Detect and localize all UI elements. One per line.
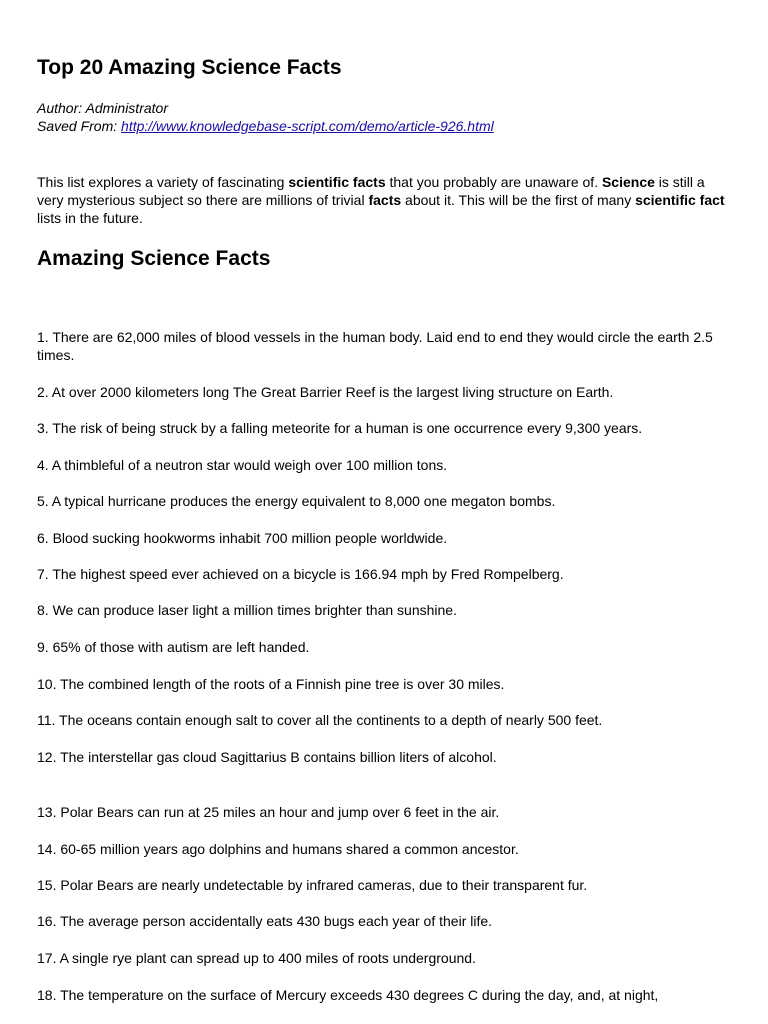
fact-item: 11. The oceans contain enough salt to cover all the continents to a depth of nearly 500 feet.	[37, 712, 603, 728]
section-heading: Amazing Science Facts	[37, 247, 271, 270]
fact-item: 13. Polar Bears can run at 25 miles an hour and jump over 6 feet in the air.	[37, 804, 500, 820]
fact-item: 5. A typical hurricane produces the energy equivalent to 8,000 one megaton bombs.	[37, 493, 556, 509]
fact-item: 16. The average person accidentally eats 430 bugs each year of their life.	[37, 913, 493, 929]
fact-item: 15. Polar Bears are nearly undetectable by infrared cameras, due to their transparent fur.	[37, 877, 588, 893]
fact-item: 3. The risk of being struck by a falling meteorite for a human is one occurrence every 9,300 years.	[37, 420, 643, 436]
fact-item: 17. A single rye plant can spread up to 400 miles of roots underground.	[37, 950, 476, 966]
fact-item: 10. The combined length of the roots of a Finnish pine tree is over 30 miles.	[37, 676, 505, 692]
fact-item: 9. 65% of those with autism are left handed.	[37, 639, 310, 655]
fact-item: 6. Blood sucking hookworms inhabit 700 million people worldwide.	[37, 530, 448, 546]
fact-item: 8. We can produce laser light a million times brighter than sunshine.	[37, 602, 457, 618]
intro-bold-1: scientific facts	[288, 174, 386, 190]
intro-bold-4: scientific fact	[635, 192, 725, 208]
fact-item: 7. The highest speed ever achieved on a bicycle is 166.94 mph by Fred Rompelberg.	[37, 566, 564, 582]
source-link[interactable]: http://www.knowledgebase-script.com/demo/article-926.html	[121, 118, 494, 134]
document-title: Top 20 Amazing Science Facts	[37, 56, 342, 79]
saved-from-line	[37, 117, 494, 135]
fact-item: 12. The interstellar gas cloud Sagittarius B contains billion liters of alcohol.	[37, 749, 497, 765]
fact-item: 18. The temperature on the surface of Mercury exceeds 430 degrees C during the day, and, at night,	[37, 987, 659, 1003]
fact-item: 2. At over 2000 kilometers long The Great Barrier Reef is the largest living structure on Earth.	[37, 384, 614, 400]
intro-text-1: This list explores a variety of fascinating	[37, 174, 289, 190]
intro-text-2: that you probably are unaware of.	[385, 174, 602, 190]
fact-item: 4. A thimbleful of a neutron star would weigh over 100 million tons.	[37, 457, 448, 473]
intro-bold-2: Science	[601, 174, 655, 190]
document-meta	[37, 99, 494, 135]
fact-item: 1. There are 62,000 miles of blood vessels in the human body. Laid end to end they would circle the earth 2.5 times.	[37, 329, 713, 363]
author-line: Author: Administrator	[37, 100, 168, 116]
intro-bold-3: facts	[368, 192, 402, 208]
intro-text-5: lists in the future.	[37, 210, 143, 226]
fact-item: 14. 60-65 million years ago dolphins and humans shared a common ancestor.	[37, 841, 519, 857]
intro-paragraph	[37, 173, 727, 227]
saved-from-label: Saved From:	[37, 118, 122, 134]
intro-text-3: is still a very mysterious subject so there are millions of trivial	[37, 174, 705, 208]
intro-text-4: about it. This will be the first of many	[401, 192, 636, 208]
